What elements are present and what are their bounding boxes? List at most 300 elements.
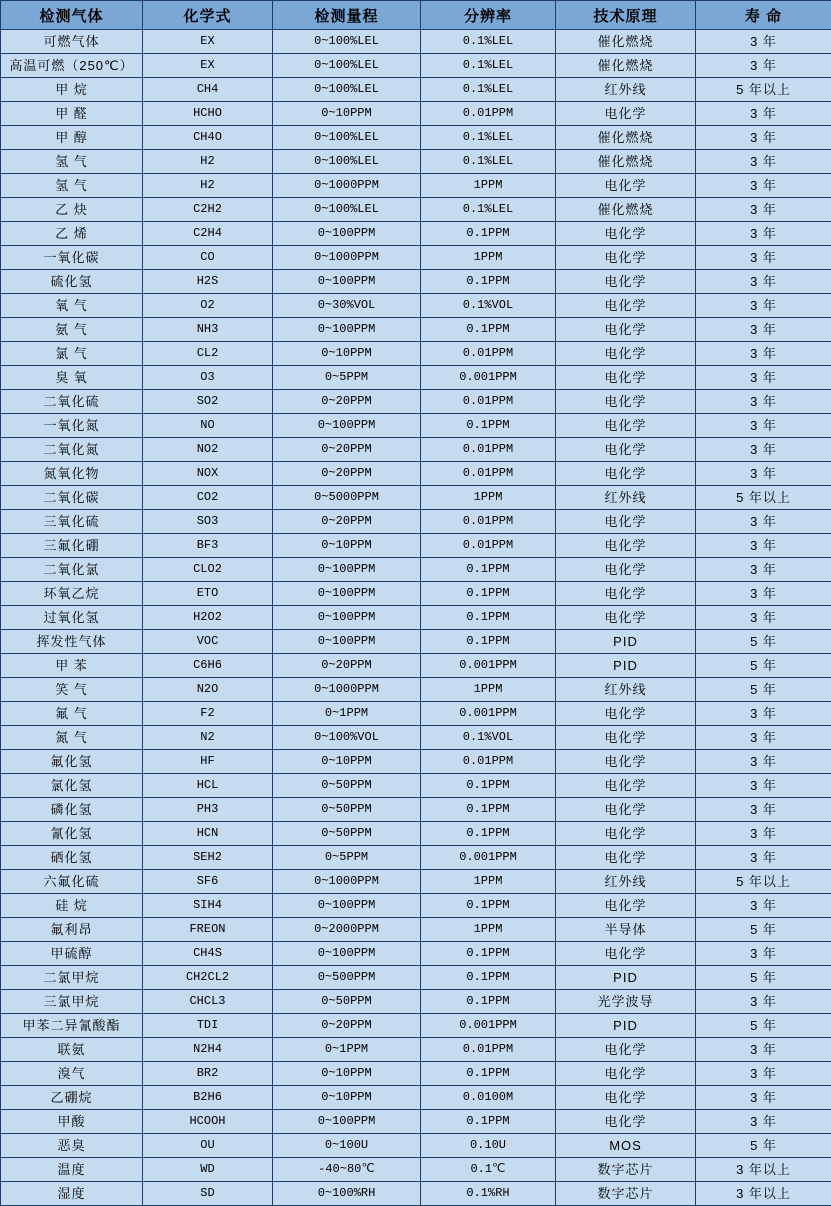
cell-range: 0~1000PPM	[273, 870, 421, 894]
cell-lifetime: 3 年	[696, 462, 831, 486]
cell-lifetime: 3 年	[696, 606, 831, 630]
cell-formula: NO	[143, 414, 273, 438]
cell-range: 0~100PPM	[273, 582, 421, 606]
cell-formula: HCHO	[143, 102, 273, 126]
cell-principle: 电化学	[556, 1038, 696, 1062]
cell-resolution: 0.1PPM	[421, 1110, 556, 1134]
cell-resolution: 0.1%LEL	[421, 78, 556, 102]
cell-resolution: 0.0100M	[421, 1086, 556, 1110]
cell-gas-name: 恶臭	[1, 1134, 143, 1158]
table-row	[1, 870, 831, 894]
cell-range: 0~20PPM	[273, 438, 421, 462]
cell-principle: 电化学	[556, 246, 696, 270]
column-header-gas: 检测气体	[1, 1, 143, 30]
cell-formula: C2H2	[143, 198, 273, 222]
cell-resolution: 0.01PPM	[421, 102, 556, 126]
cell-formula: CO	[143, 246, 273, 270]
cell-resolution: 0.01PPM	[421, 750, 556, 774]
cell-range: 0~100U	[273, 1134, 421, 1158]
cell-resolution: 0.10U	[421, 1134, 556, 1158]
table-row	[1, 1182, 831, 1206]
table-row	[1, 510, 831, 534]
cell-principle: 电化学	[556, 318, 696, 342]
cell-formula: SO3	[143, 510, 273, 534]
cell-principle: 红外线	[556, 678, 696, 702]
cell-gas-name: 高温可燃（250℃）	[1, 54, 143, 78]
cell-gas-name: 湿度	[1, 1182, 143, 1206]
cell-principle: 电化学	[556, 510, 696, 534]
cell-formula: SEH2	[143, 846, 273, 870]
cell-formula: CH4O	[143, 126, 273, 150]
cell-formula: HF	[143, 750, 273, 774]
cell-lifetime: 5 年	[696, 678, 831, 702]
cell-resolution: 0.1%VOL	[421, 726, 556, 750]
cell-resolution: 0.1PPM	[421, 942, 556, 966]
cell-principle: 催化燃烧	[556, 198, 696, 222]
table-row	[1, 1158, 831, 1182]
cell-lifetime: 3 年	[696, 750, 831, 774]
table-row	[1, 414, 831, 438]
table-row	[1, 1134, 831, 1158]
cell-lifetime: 3 年	[696, 318, 831, 342]
cell-gas-name: 甲 醇	[1, 126, 143, 150]
cell-resolution: 1PPM	[421, 486, 556, 510]
table-row	[1, 534, 831, 558]
cell-range: 0~5PPM	[273, 366, 421, 390]
table-row	[1, 462, 831, 486]
table-row	[1, 222, 831, 246]
cell-gas-name: 三氯甲烷	[1, 990, 143, 1014]
cell-gas-name: 氟利昂	[1, 918, 143, 942]
cell-range: 0~20PPM	[273, 462, 421, 486]
table-row	[1, 678, 831, 702]
cell-range: 0~5PPM	[273, 846, 421, 870]
cell-gas-name: 乙 烯	[1, 222, 143, 246]
cell-lifetime: 3 年	[696, 774, 831, 798]
cell-resolution: 0.1%LEL	[421, 126, 556, 150]
cell-formula: C6H6	[143, 654, 273, 678]
cell-range: 0~100%LEL	[273, 150, 421, 174]
cell-gas-name: 氟化氢	[1, 750, 143, 774]
cell-gas-name: 甲 烷	[1, 78, 143, 102]
table-row	[1, 486, 831, 510]
cell-lifetime: 3 年	[696, 174, 831, 198]
table-row	[1, 78, 831, 102]
cell-range: 0~1000PPM	[273, 678, 421, 702]
cell-gas-name: 甲硫醇	[1, 942, 143, 966]
cell-formula: CH4	[143, 78, 273, 102]
cell-lifetime: 3 年	[696, 438, 831, 462]
cell-principle: 电化学	[556, 558, 696, 582]
table-row	[1, 54, 831, 78]
cell-resolution: 0.1PPM	[421, 630, 556, 654]
cell-formula: BR2	[143, 1062, 273, 1086]
cell-range: 0~100%LEL	[273, 78, 421, 102]
cell-principle: 电化学	[556, 942, 696, 966]
cell-range: 0~2000PPM	[273, 918, 421, 942]
cell-range: 0~10PPM	[273, 342, 421, 366]
cell-formula: TDI	[143, 1014, 273, 1038]
cell-principle: 电化学	[556, 846, 696, 870]
cell-formula: N2	[143, 726, 273, 750]
cell-principle: 数字芯片	[556, 1182, 696, 1206]
cell-range: 0~20PPM	[273, 510, 421, 534]
cell-gas-name: 联氨	[1, 1038, 143, 1062]
table-row	[1, 654, 831, 678]
table-row	[1, 438, 831, 462]
cell-range: 0~1PPM	[273, 1038, 421, 1062]
cell-formula: H2	[143, 174, 273, 198]
cell-range: 0~100PPM	[273, 630, 421, 654]
table-row	[1, 582, 831, 606]
cell-resolution: 0.001PPM	[421, 702, 556, 726]
cell-formula: C2H4	[143, 222, 273, 246]
column-header-resolution: 分辨率	[421, 1, 556, 30]
cell-formula: EX	[143, 30, 273, 54]
table-row	[1, 198, 831, 222]
cell-principle: 催化燃烧	[556, 150, 696, 174]
cell-gas-name: 甲苯二异氰酸酯	[1, 1014, 143, 1038]
cell-principle: 催化燃烧	[556, 126, 696, 150]
cell-resolution: 0.01PPM	[421, 1038, 556, 1062]
cell-lifetime: 3 年	[696, 30, 831, 54]
cell-resolution: 0.1PPM	[421, 990, 556, 1014]
cell-formula: O2	[143, 294, 273, 318]
cell-principle: 电化学	[556, 438, 696, 462]
cell-principle: 红外线	[556, 78, 696, 102]
cell-lifetime: 3 年	[696, 270, 831, 294]
cell-formula: WD	[143, 1158, 273, 1182]
table-row	[1, 798, 831, 822]
cell-resolution: 0.01PPM	[421, 534, 556, 558]
cell-principle: 催化燃烧	[556, 54, 696, 78]
cell-range: 0~100%LEL	[273, 30, 421, 54]
cell-gas-name: 硅 烷	[1, 894, 143, 918]
cell-resolution: 0.01PPM	[421, 390, 556, 414]
cell-range: -40~80℃	[273, 1158, 421, 1182]
cell-principle: PID	[556, 630, 696, 654]
cell-range: 0~50PPM	[273, 774, 421, 798]
cell-formula: CH4S	[143, 942, 273, 966]
cell-principle: 红外线	[556, 870, 696, 894]
cell-resolution: 0.01PPM	[421, 462, 556, 486]
cell-resolution: 0.01PPM	[421, 510, 556, 534]
cell-range: 0~100PPM	[273, 414, 421, 438]
column-header-formula: 化学式	[143, 1, 273, 30]
cell-principle: 电化学	[556, 774, 696, 798]
cell-principle: MOS	[556, 1134, 696, 1158]
cell-lifetime: 3 年	[696, 342, 831, 366]
cell-formula: HCN	[143, 822, 273, 846]
cell-resolution: 0.1%LEL	[421, 30, 556, 54]
cell-range: 0~100%VOL	[273, 726, 421, 750]
cell-principle: 电化学	[556, 414, 696, 438]
cell-gas-name: 硫化氢	[1, 270, 143, 294]
cell-lifetime: 5 年	[696, 630, 831, 654]
cell-lifetime: 3 年以上	[696, 1182, 831, 1206]
cell-gas-name: 过氧化氢	[1, 606, 143, 630]
cell-gas-name: 三氧化硫	[1, 510, 143, 534]
cell-gas-name: 甲酸	[1, 1110, 143, 1134]
cell-principle: 电化学	[556, 534, 696, 558]
cell-principle: 电化学	[556, 726, 696, 750]
cell-gas-name: 磷化氢	[1, 798, 143, 822]
cell-principle: 催化燃烧	[556, 30, 696, 54]
cell-formula: CLO2	[143, 558, 273, 582]
cell-formula: SD	[143, 1182, 273, 1206]
cell-resolution: 0.1PPM	[421, 414, 556, 438]
column-header-range: 检测量程	[273, 1, 421, 30]
cell-resolution: 0.1℃	[421, 1158, 556, 1182]
cell-gas-name: 氧 气	[1, 294, 143, 318]
cell-range: 0~100%LEL	[273, 126, 421, 150]
cell-range: 0~100PPM	[273, 318, 421, 342]
cell-range: 0~10PPM	[273, 1062, 421, 1086]
cell-range: 0~10PPM	[273, 750, 421, 774]
cell-resolution: 1PPM	[421, 918, 556, 942]
cell-formula: NH3	[143, 318, 273, 342]
table-row	[1, 774, 831, 798]
cell-gas-name: 乙硼烷	[1, 1086, 143, 1110]
column-header-lifetime: 寿 命	[696, 1, 831, 30]
cell-lifetime: 3 年	[696, 198, 831, 222]
cell-lifetime: 5 年以上	[696, 870, 831, 894]
column-header-principle: 技术原理	[556, 1, 696, 30]
cell-lifetime: 5 年	[696, 654, 831, 678]
cell-range: 0~20PPM	[273, 390, 421, 414]
table-row	[1, 342, 831, 366]
cell-range: 0~100PPM	[273, 894, 421, 918]
cell-formula: CHCL3	[143, 990, 273, 1014]
cell-principle: 电化学	[556, 750, 696, 774]
cell-lifetime: 3 年	[696, 102, 831, 126]
cell-resolution: 0.1%LEL	[421, 198, 556, 222]
cell-lifetime: 3 年	[696, 990, 831, 1014]
cell-lifetime: 5 年以上	[696, 486, 831, 510]
cell-resolution: 0.1PPM	[421, 270, 556, 294]
cell-lifetime: 3 年	[696, 894, 831, 918]
cell-formula: F2	[143, 702, 273, 726]
cell-lifetime: 5 年	[696, 1134, 831, 1158]
table-row	[1, 918, 831, 942]
cell-principle: 电化学	[556, 822, 696, 846]
cell-principle: 电化学	[556, 222, 696, 246]
table-row	[1, 270, 831, 294]
cell-principle: 电化学	[556, 894, 696, 918]
cell-lifetime: 3 年	[696, 1086, 831, 1110]
cell-gas-name: 三氟化硼	[1, 534, 143, 558]
cell-resolution: 0.01PPM	[421, 342, 556, 366]
cell-principle: 电化学	[556, 702, 696, 726]
cell-gas-name: 六氟化硫	[1, 870, 143, 894]
cell-lifetime: 3 年以上	[696, 1158, 831, 1182]
cell-range: 0~20PPM	[273, 1014, 421, 1038]
cell-formula: SIH4	[143, 894, 273, 918]
cell-gas-name: 氯 气	[1, 342, 143, 366]
table-row	[1, 1110, 831, 1134]
cell-gas-name: 乙 炔	[1, 198, 143, 222]
cell-range: 0~100PPM	[273, 270, 421, 294]
cell-formula: CL2	[143, 342, 273, 366]
cell-lifetime: 3 年	[696, 822, 831, 846]
cell-principle: 电化学	[556, 1086, 696, 1110]
cell-resolution: 0.1PPM	[421, 222, 556, 246]
table-row	[1, 318, 831, 342]
cell-lifetime: 3 年	[696, 390, 831, 414]
cell-principle: PID	[556, 1014, 696, 1038]
cell-gas-name: 氟 气	[1, 702, 143, 726]
cell-range: 0~500PPM	[273, 966, 421, 990]
cell-range: 0~100PPM	[273, 942, 421, 966]
cell-resolution: 0.1PPM	[421, 822, 556, 846]
cell-range: 0~100%LEL	[273, 198, 421, 222]
cell-range: 0~100PPM	[273, 606, 421, 630]
cell-formula: OU	[143, 1134, 273, 1158]
cell-formula: CO2	[143, 486, 273, 510]
cell-gas-name: 甲 苯	[1, 654, 143, 678]
cell-principle: PID	[556, 654, 696, 678]
cell-lifetime: 3 年	[696, 150, 831, 174]
table-row	[1, 150, 831, 174]
table-row	[1, 102, 831, 126]
cell-formula: BF3	[143, 534, 273, 558]
cell-resolution: 0.1PPM	[421, 606, 556, 630]
cell-lifetime: 3 年	[696, 942, 831, 966]
cell-range: 0~10PPM	[273, 102, 421, 126]
cell-lifetime: 3 年	[696, 798, 831, 822]
cell-lifetime: 3 年	[696, 1062, 831, 1086]
cell-principle: 光学波导	[556, 990, 696, 1014]
cell-principle: 红外线	[556, 486, 696, 510]
cell-gas-name: 氮氧化物	[1, 462, 143, 486]
cell-principle: 电化学	[556, 294, 696, 318]
table-row	[1, 894, 831, 918]
cell-gas-name: 可燃气体	[1, 30, 143, 54]
cell-range: 0~100PPM	[273, 1110, 421, 1134]
cell-formula: H2S	[143, 270, 273, 294]
cell-lifetime: 5 年以上	[696, 78, 831, 102]
cell-resolution: 0.1PPM	[421, 558, 556, 582]
cell-principle: 电化学	[556, 174, 696, 198]
cell-resolution: 0.001PPM	[421, 1014, 556, 1038]
cell-principle: 电化学	[556, 606, 696, 630]
cell-formula: CH2CL2	[143, 966, 273, 990]
cell-formula: SO2	[143, 390, 273, 414]
table-row	[1, 30, 831, 54]
table-row	[1, 942, 831, 966]
table-row	[1, 558, 831, 582]
cell-resolution: 0.001PPM	[421, 366, 556, 390]
cell-formula: N2H4	[143, 1038, 273, 1062]
cell-gas-name: 氢 气	[1, 174, 143, 198]
cell-range: 0~100PPM	[273, 558, 421, 582]
cell-formula: B2H6	[143, 1086, 273, 1110]
cell-resolution: 0.1%VOL	[421, 294, 556, 318]
table-row	[1, 606, 831, 630]
table-row	[1, 126, 831, 150]
cell-principle: 电化学	[556, 582, 696, 606]
table-row	[1, 1062, 831, 1086]
cell-gas-name: 氢 气	[1, 150, 143, 174]
cell-gas-name: 氨 气	[1, 318, 143, 342]
cell-principle: 电化学	[556, 390, 696, 414]
cell-gas-name: 二氧化氯	[1, 558, 143, 582]
cell-lifetime: 3 年	[696, 702, 831, 726]
cell-range: 0~10PPM	[273, 1086, 421, 1110]
cell-formula: HCOOH	[143, 1110, 273, 1134]
cell-gas-name: 臭 氧	[1, 366, 143, 390]
table-row	[1, 390, 831, 414]
table-body	[1, 30, 831, 1206]
cell-range: 0~5000PPM	[273, 486, 421, 510]
cell-formula: EX	[143, 54, 273, 78]
cell-resolution: 0.1%RH	[421, 1182, 556, 1206]
cell-resolution: 0.1PPM	[421, 774, 556, 798]
table-row	[1, 990, 831, 1014]
cell-range: 0~50PPM	[273, 990, 421, 1014]
cell-resolution: 0.1PPM	[421, 966, 556, 990]
table-row	[1, 726, 831, 750]
cell-principle: 电化学	[556, 798, 696, 822]
cell-resolution: 1PPM	[421, 174, 556, 198]
table-row	[1, 822, 831, 846]
cell-lifetime: 3 年	[696, 246, 831, 270]
cell-gas-name: 二氧化硫	[1, 390, 143, 414]
cell-gas-name: 一氧化碳	[1, 246, 143, 270]
cell-lifetime: 3 年	[696, 54, 831, 78]
table-row	[1, 246, 831, 270]
cell-lifetime: 3 年	[696, 558, 831, 582]
cell-principle: 电化学	[556, 366, 696, 390]
cell-lifetime: 3 年	[696, 510, 831, 534]
table-row	[1, 702, 831, 726]
cell-gas-name: 挥发性气体	[1, 630, 143, 654]
cell-range: 0~1PPM	[273, 702, 421, 726]
cell-gas-name: 硒化氢	[1, 846, 143, 870]
cell-resolution: 0.1PPM	[421, 798, 556, 822]
cell-lifetime: 5 年	[696, 1014, 831, 1038]
cell-gas-name: 温度	[1, 1158, 143, 1182]
table-row	[1, 174, 831, 198]
cell-gas-name: 溴气	[1, 1062, 143, 1086]
cell-range: 0~1000PPM	[273, 174, 421, 198]
cell-gas-name: 笑 气	[1, 678, 143, 702]
cell-lifetime: 3 年	[696, 294, 831, 318]
cell-principle: 电化学	[556, 342, 696, 366]
cell-lifetime: 3 年	[696, 1110, 831, 1134]
cell-principle: 电化学	[556, 1062, 696, 1086]
cell-formula: FREON	[143, 918, 273, 942]
cell-resolution: 0.1%LEL	[421, 150, 556, 174]
cell-range: 0~50PPM	[273, 822, 421, 846]
cell-principle: 电化学	[556, 102, 696, 126]
table-row	[1, 366, 831, 390]
table-row	[1, 966, 831, 990]
cell-gas-name: 一氧化氮	[1, 414, 143, 438]
cell-formula: ETO	[143, 582, 273, 606]
cell-lifetime: 3 年	[696, 1038, 831, 1062]
cell-formula: H2	[143, 150, 273, 174]
cell-principle: 数字芯片	[556, 1158, 696, 1182]
cell-resolution: 0.1%LEL	[421, 54, 556, 78]
cell-formula: HCL	[143, 774, 273, 798]
table-row	[1, 1038, 831, 1062]
cell-formula: NOX	[143, 462, 273, 486]
cell-gas-name: 氰化氢	[1, 822, 143, 846]
table-row	[1, 1014, 831, 1038]
cell-lifetime: 3 年	[696, 366, 831, 390]
cell-gas-name: 二氧化氮	[1, 438, 143, 462]
